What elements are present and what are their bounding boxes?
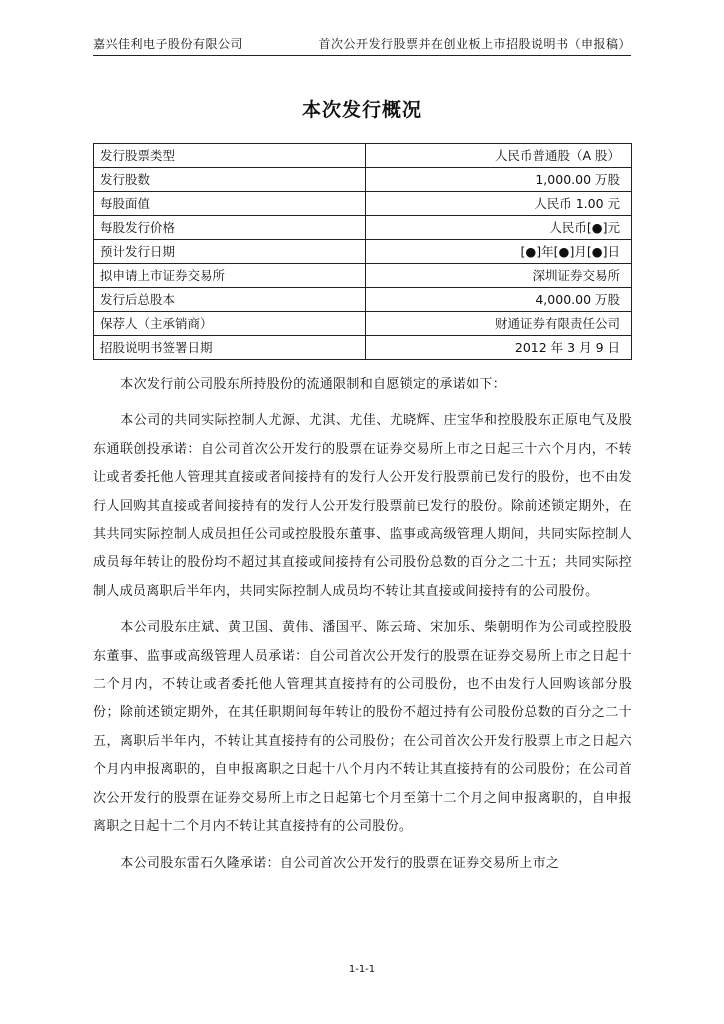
row-value: 2012 年 3 月 9 日 (366, 336, 632, 360)
lockup-commitments (93, 371, 632, 886)
row-value: 人民币 1.00 元 (366, 192, 632, 216)
row-label: 发行股数 (94, 168, 366, 192)
table-row (94, 312, 632, 336)
table-row (94, 144, 632, 168)
row-label: 拟申请上市证券交易所 (94, 264, 366, 288)
row-value: 人民币普通股（A 股） (366, 144, 632, 168)
director-commitment-paragraph: 本公司股东庄斌、黄卫国、黄伟、潘国平、陈云琦、宋加乐、柴朝明作为公司或控股股东董事、监事或高级管理人员承诺：自公司首次公开发行的股票在证券交易所上市之日起十二个月内，不转让或者委托他人管理其直接持有的公司股份，也不由发行人回购该部分股份；除前述锁定期外，在其任职期间每年转让的股份不超过持有公司股份总数的百分之二十五，离职后半年内，不转让其直接持有的公司股份；在公司首次公开发行股票上市之日起六个月内申报离职的，自申报离职之日起十八个月内不转让其直接持有的公司股份；在公司首次公开发行的股票在证券交易所上市之日起第七个月至第十二个月之间申报离职的，自申报离职之日起十二个月内不转让其直接持有的公司股份。 (93, 620, 632, 835)
table-row (94, 168, 632, 192)
row-label: 每股面值 (94, 192, 366, 216)
row-value: 深圳证券交易所 (366, 264, 632, 288)
table-row (94, 192, 632, 216)
table-row (94, 216, 632, 240)
page-header (93, 35, 631, 56)
header-company: 嘉兴佳利电子股份有限公司 (93, 37, 244, 51)
row-label: 发行后总股本 (94, 288, 366, 312)
table-row (94, 264, 632, 288)
row-value: 财通证券有限责任公司 (366, 312, 632, 336)
row-value: 4,000.00 万股 (366, 288, 632, 312)
row-label: 保荐人（主承销商） (94, 312, 366, 336)
row-value: 1,000.00 万股 (366, 168, 632, 192)
row-label: 发行股票类型 (94, 144, 366, 168)
row-label: 预计发行日期 (94, 240, 366, 264)
table-row (94, 240, 632, 264)
header-doc-title: 首次公开发行股票并在创业板上市招股说明书（申报稿） (318, 37, 631, 51)
shareholder-commitment-paragraph: 本公司股东雷石久隆承诺：自公司首次公开发行的股票在证券交易所上市之 (120, 855, 560, 871)
page-number: 1-1-1 (348, 964, 376, 975)
page-title: 本次发行概况 (301, 99, 422, 121)
row-value: 人民币[●]元 (366, 216, 632, 240)
intro-paragraph: 本次发行前公司股东所持股份的流通限制和自愿锁定的承诺如下： (120, 377, 506, 392)
table-row (94, 288, 632, 312)
row-label: 每股发行价格 (94, 216, 366, 240)
controller-commitment-paragraph: 本公司的共同实际控制人尤源、尤淇、尤佳、尤晓辉、庄宝华和控股股东正原电气及股东通联创投承诺：自公司首次公开发行的股票在证券交易所上市之日起三十六个月内，不转让或者委托他人管理其直接或者间接持有的发行人公开发行股票前已发行的股份，也不由发行人回购其直接或者间接持有的发行人公开发行股票前已发行的股份。除前述锁定期外，在其共同实际控制人成员担任公司或控股股东董事、监事或高级管理人期间，共同实际控制人成员每年转让的股份均不超过其直接或间接持有公司股份总数的百分之二十五；共同实际控制人成员离职后半年内，共同实际控制人成员均不转让其直接或间接持有的公司股份。 (93, 413, 632, 599)
offering-summary-table (93, 143, 632, 360)
table-row (94, 336, 632, 360)
row-value: [●]年[●]月[●]日 (366, 240, 632, 264)
row-label: 招股说明书签署日期 (94, 336, 366, 360)
